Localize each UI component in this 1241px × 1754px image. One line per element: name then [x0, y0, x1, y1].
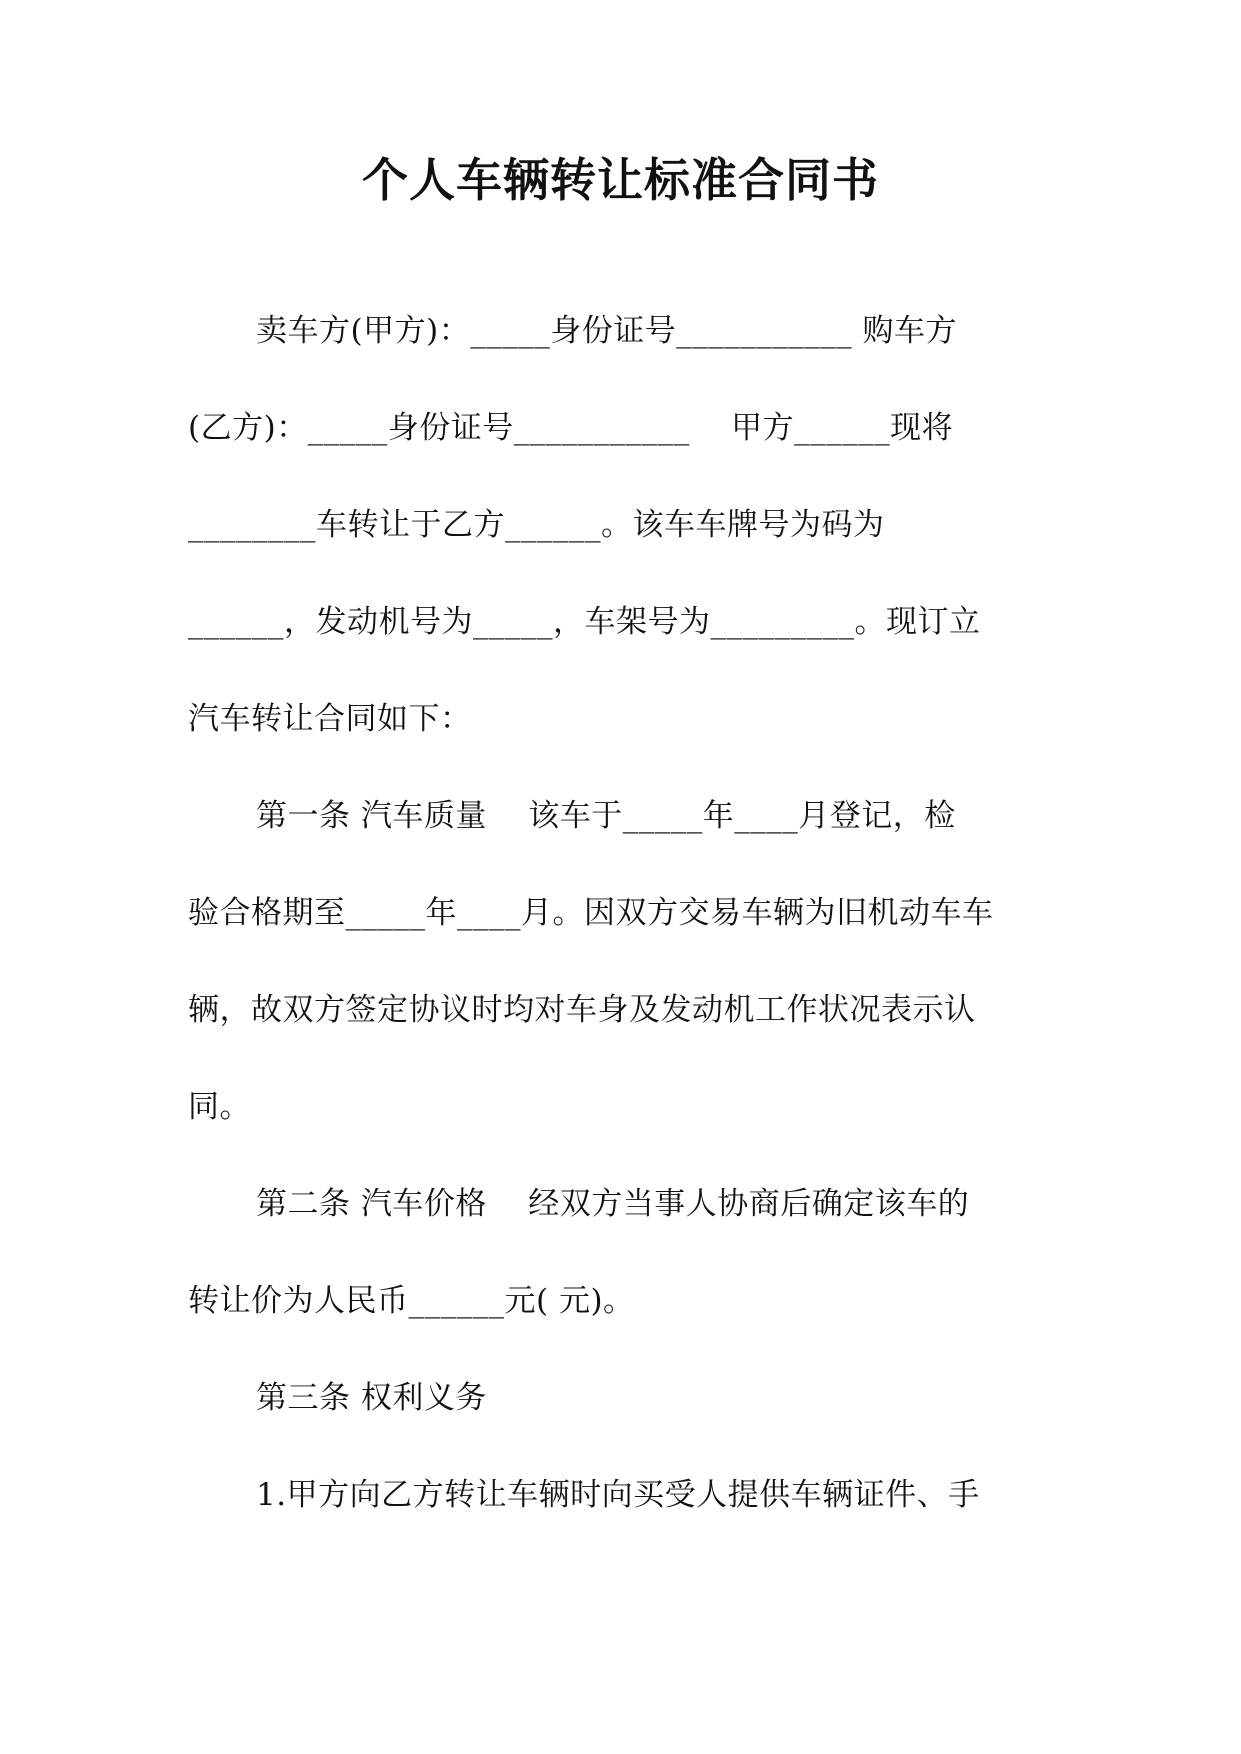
article-3-heading: 第三条 权利义务	[256, 1380, 487, 1416]
article-3-item-1: 1.甲方向乙方转让车辆时向买受人提供车辆证件、手	[256, 1477, 980, 1513]
paragraph-line-contract-intro: 汽车转让合同如下：	[188, 701, 472, 737]
article-1-line-2: 验合格期至_____年____月。因双方交易车辆为旧机动车车	[188, 895, 994, 931]
document-title: 个人车辆转让标准合同书	[362, 153, 879, 207]
paragraph-line-transfer: ________车转让于乙方______。该车车牌号为码为	[188, 507, 885, 543]
article-1-line-3: 辆，故双方签定协议时均对车身及发动机工作状况表示认	[188, 992, 976, 1028]
article-1-heading-line: 第一条 汽车质量 该车于_____年____月登记，检	[256, 798, 956, 834]
article-2-line-2: 转让价为人民币______元( 元)。	[188, 1283, 635, 1319]
article-2-heading-line: 第二条 汽车价格 经双方当事人协商后确定该车的	[256, 1186, 970, 1222]
article-1-line-4: 同。	[188, 1089, 251, 1125]
paragraph-line-buyer-info: (乙方)：_____身份证号___________ 甲方______现将	[188, 410, 954, 446]
paragraph-line-seller-info: 卖车方(甲方)：_____身份证号___________ 购车方	[256, 313, 958, 349]
paragraph-line-vehicle-numbers: ______，发动机号为_____，车架号为_________。现订立	[188, 604, 981, 640]
